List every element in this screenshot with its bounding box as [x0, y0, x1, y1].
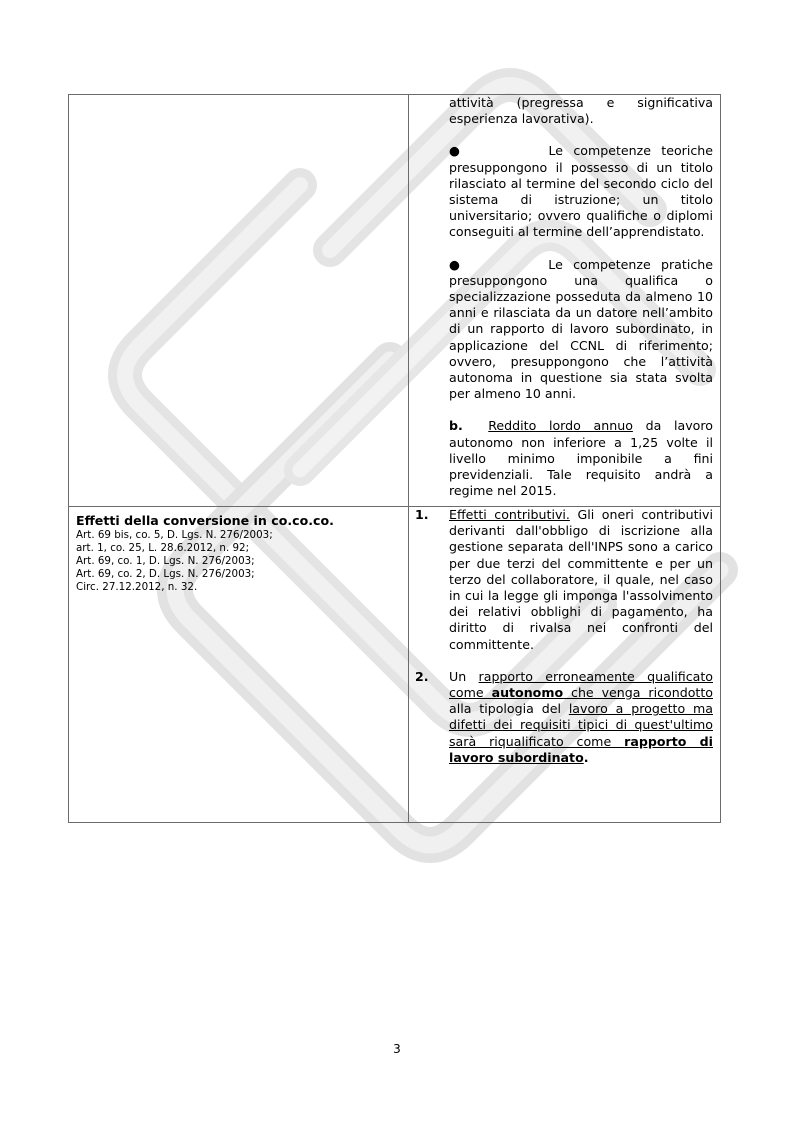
effects-heading-cell [69, 507, 409, 823]
text-run: alla tipologia del [449, 701, 569, 717]
paragraph-text: Le competenze teoriche presuppongono il possesso di un titolo rilasciato al termine del secondo ciclo del sistema di istruzione; un titolo universitario; ovvero qualifiche o diplomi conseguiti al termine dell’apprendistato. [449, 143, 713, 240]
list-item [415, 669, 713, 766]
reference-line: Art. 69 bis, co. 5, D. Lgs. N. 276/2003; [76, 529, 273, 541]
table-row [69, 95, 721, 507]
item-number: 2. [415, 668, 429, 684]
bold-underlined-run: autonomo [491, 685, 564, 701]
content-table [68, 94, 721, 823]
effects-content-cell [409, 507, 721, 823]
list-item [415, 507, 713, 653]
paragraph-experience: attività (pregressa e significativa esperienza lavorativa). [449, 95, 713, 127]
section-title: Effetti della conversione in co.co.co. [76, 513, 334, 528]
legal-references [76, 529, 401, 594]
bold-underlined-run: rapporto di lavoro subordinato [449, 733, 713, 765]
reference-line: Art. 69, co. 2, D. Lgs. N. 276/2003; [76, 568, 255, 580]
item-heading: Effetti contributivi. [449, 507, 570, 522]
reference-line: art. 1, co. 25, L. 28.6.2012, n. 92; [76, 542, 250, 554]
item-text [449, 507, 713, 653]
paragraph-text: da lavoro autonomo non inferiore a 1,25 volte il livello minimo imponibile a fini previdenziali. Tale requisito andrà a regime nel 2015. [449, 418, 713, 499]
table-row [69, 507, 721, 823]
reference-line: Circ. 27.12.2012, n. 32. [76, 581, 198, 593]
underlined-run: rapporto erroneamente qualificato come [449, 668, 713, 701]
empty-left-cell [69, 95, 409, 507]
reference-line: Art. 69, co. 1, D. Lgs. N. 276/2003; [76, 555, 255, 567]
paragraph-income [449, 418, 713, 499]
text-run: . [583, 749, 589, 765]
income-term: Reddito lordo annuo [488, 418, 633, 434]
item-body: Gli oneri contributivi derivanti dall'obbligo di iscrizione alla gestione separata dell'INPS sono a carico per due terzi del committente e per un terzo del collaboratore, il quale, nel caso in cui la legge gli imponga l'assolvimento dei relativi obblighi di pagamento, ha diritto di rivalsa nei confronti del committente. [449, 507, 714, 652]
bullet-icon: ● [449, 143, 467, 159]
item-number: 1. [415, 507, 429, 522]
page-number: 3 [393, 1042, 401, 1056]
paragraph-practical-skills [449, 257, 713, 403]
text-run: Un [449, 668, 479, 684]
bullet-icon: ● [449, 256, 467, 272]
requirements-cell [409, 95, 721, 507]
underlined-run: lavoro a progetto ma difetti dei requisiti tipici di quest'ultimo sarà riqualificato come [449, 701, 713, 749]
list-letter: b. [449, 418, 463, 434]
item-text [449, 669, 713, 766]
paragraph-theoretical-skills [449, 143, 713, 240]
underlined-run: che venga ricondotto [563, 685, 713, 701]
paragraph-text: Le competenze pratiche presuppongono una qualifica o specializzazione posseduta da almeno 10 anni e rilasciata da un datore nell’ambito di un rapporto di lavoro subordinato, in applicazione del CCNL di riferimento; ovvero, presuppongono che l’attività autonoma in questione sia stata svolta per almeno 10 anni. [449, 256, 713, 402]
